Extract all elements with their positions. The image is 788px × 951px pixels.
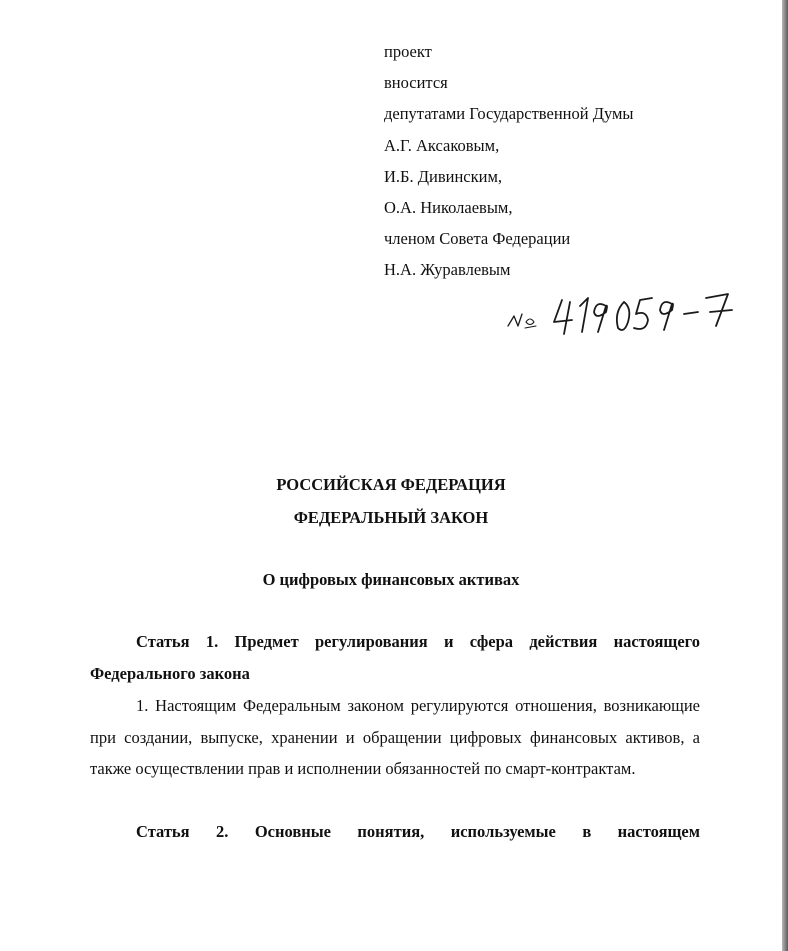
article-2-heading: Статья 2. Основные понятия, используемые в настоящем (136, 822, 700, 841)
sender-line: Н.А. Журавлевым (384, 260, 511, 280)
sender-line: О.А. Николаевым, (384, 198, 513, 218)
article-1-heading: Статья 1. Предмет регулирования и сфера действия настоящего Федерального закона (90, 632, 700, 683)
sender-line: проект (384, 42, 432, 61)
document-type-title: ФЕДЕРАЛЬНЫЙ ЗАКОН (293, 508, 489, 527)
page-edge-shadow (782, 0, 788, 951)
sender-line: вносится (384, 73, 448, 93)
sender-block (384, 36, 634, 286)
law-subject-title: О цифровых финансовых активах (262, 570, 520, 589)
sender-line: членом Совета Федерации (384, 229, 571, 249)
country-title: РОССИЙСКАЯ ФЕДЕРАЦИЯ (276, 475, 506, 494)
sender-line: депутатами Государственной Думы (384, 104, 634, 124)
sender-line: А.Г. Аксаковым, (384, 135, 500, 155)
sender-line: И.Б. Дивинским, (384, 166, 503, 186)
handwritten-registration-number (500, 282, 750, 342)
article-1-paragraph-1: 1. Настоящим Федеральным законом регулируются отношения, возникающие при создании, выпуске, хранении и обращении цифровых финансовых активов, а также осуществлении прав и исполнении обязанностей по смарт-контрактам. (90, 696, 700, 778)
